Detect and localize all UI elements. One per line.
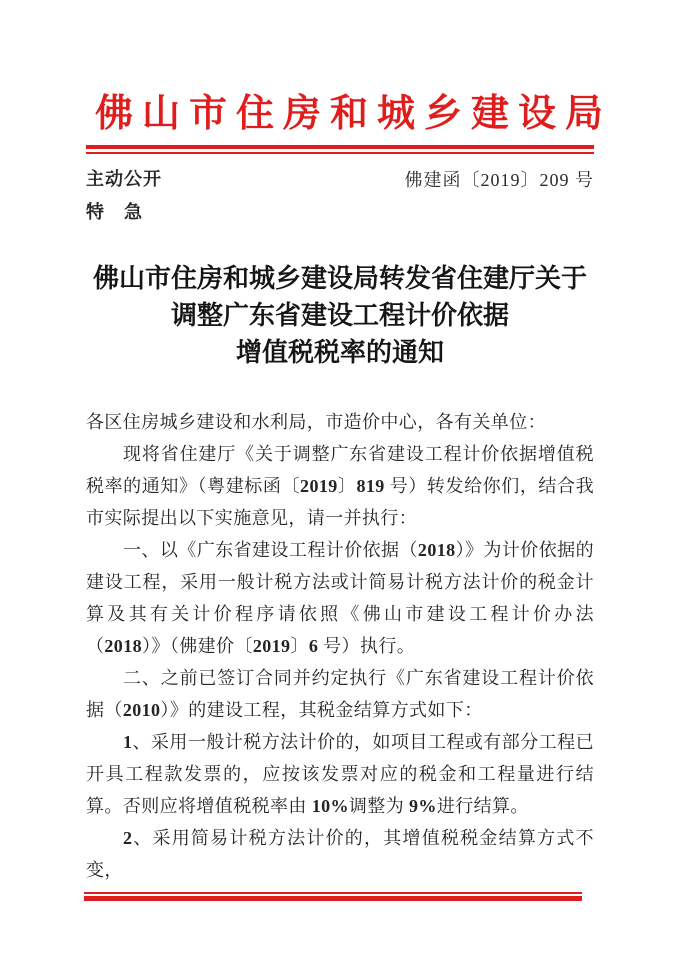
- document-title-line-1: 佛山市住房和城乡建设局转发省住建厅关于: [92, 264, 587, 293]
- salutation-paragraph: 各区住房城乡建设和水利局，市造价中心，各有关单位：: [86, 412, 546, 432]
- disclosure-label: 主动公开: [86, 169, 162, 189]
- document-title-line-3: 增值税税率的通知: [235, 338, 444, 367]
- intro-paragraph: 现将省住建厅《关于调整广东省建设工程计价依据增值税税率的通知》（粤建标函〔2019〕819 号）转发给你们，结合我市实际提出以下实施意见，请一并执行：: [86, 444, 594, 528]
- document-title: [86, 260, 594, 371]
- header-meta-left: [86, 169, 162, 222]
- item-2-sub-1-paragraph: 1、采用一般计税方法计价的，如项目工程或有部分工程已开具工程款发票的，应按该发票对应的税金和工程量进行结算。否则应将增值税税率由 10%调整为 9%进行结算。: [86, 732, 594, 816]
- item-2-sub-2-paragraph: 2、采用简易计税方法计价的，其增值税税金结算方式不变，: [86, 828, 594, 880]
- header-meta-row: [86, 169, 594, 222]
- document-title-line-2: 调整广东省建设工程计价依据: [170, 301, 509, 330]
- urgency-label: 特 急: [86, 202, 143, 222]
- footer-double-rule: [84, 892, 582, 901]
- item-1-paragraph: 一、以《广东省建设工程计价依据（2018）》为计价依据的建设工程，采用一般计税方法或计简易计税方法计价的税金计算及其有关计价程序请依照《佛山市建设工程计价办法（2018）》（佛建价〔2019〕6 号）执行。: [86, 540, 594, 656]
- document-body: [86, 406, 594, 886]
- document-content: [86, 0, 613, 886]
- letterhead-agency-title: 佛山市住房和城乡建设局: [95, 93, 613, 135]
- item-2-paragraph: 二、之前已签订合同并约定执行《广东省建设工程计价依据（2010）》的建设工程，其税金结算方式如下：: [86, 668, 594, 720]
- header-double-rule: [86, 145, 594, 154]
- document-number: 佛建函〔2019〕209 号: [404, 170, 594, 190]
